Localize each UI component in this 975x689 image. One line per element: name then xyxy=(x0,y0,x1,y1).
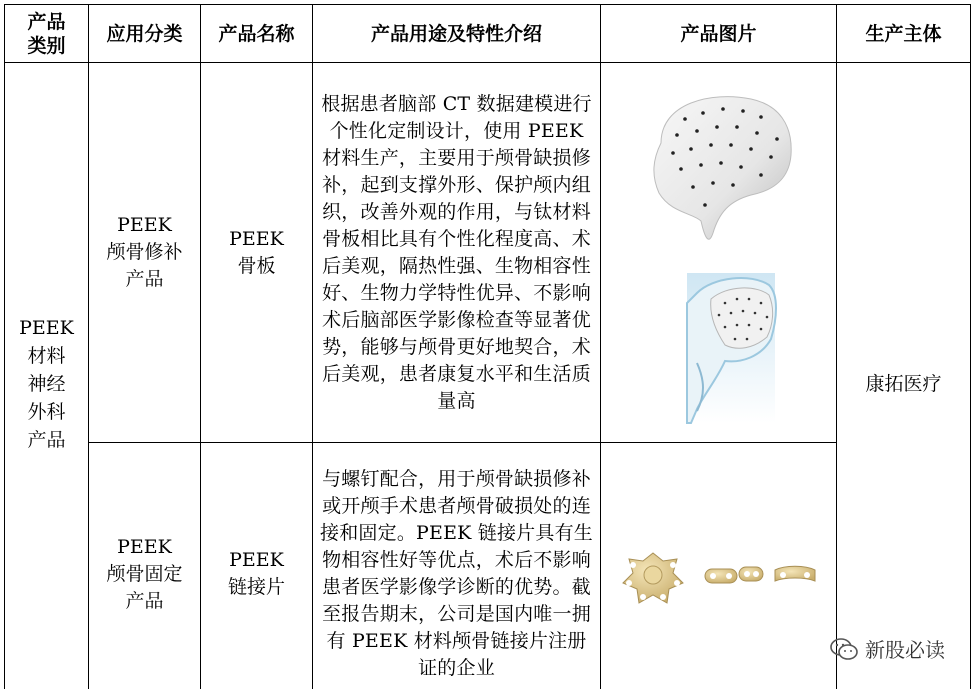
product-name-cell: PEEK 链接片 xyxy=(201,443,313,689)
header-producer: 生产主体 xyxy=(837,5,971,63)
link-plate-image xyxy=(601,443,837,689)
header-row xyxy=(5,5,971,63)
header-category: 产品 类别 xyxy=(5,5,89,63)
header-application: 应用分类 xyxy=(89,5,201,63)
category-cell: PEEK 材料 神经 外科 产品 xyxy=(5,63,89,689)
skull-plate-image xyxy=(601,63,837,434)
description-cell: 根据患者脑部 CT 数据建模进行个性化定制设计，使用 PEEK 材料生产，主要用于颅骨缺损修补，起到支撑外形、保护颅内组织，改善外观的作用，与钛材料骨板相比具有个性化程度高、术后美观，隔热性强、生物相容性好、生物力学特性优异、不影响术后脑部医学影像检查等显著优势，能够与颅骨更好地契合，术后美观，患者康复水平和生活质量高 xyxy=(313,63,601,443)
watermark-text: 新股必读 xyxy=(865,638,945,662)
producer-cell: 康拓医疗 xyxy=(837,63,971,689)
image-cell xyxy=(601,443,837,689)
image-cell xyxy=(601,63,837,443)
watermark xyxy=(829,634,945,663)
table-row xyxy=(5,63,971,443)
application-cell: PEEK 颅骨固定 产品 xyxy=(89,443,201,689)
table-row xyxy=(5,443,971,689)
header-image: 产品图片 xyxy=(601,5,837,63)
header-description: 产品用途及特性介绍 xyxy=(313,5,601,63)
wechat-icon xyxy=(829,637,859,661)
product-name-cell: PEEK 骨板 xyxy=(201,63,313,443)
description-cell: 与螺钉配合，用于颅骨缺损修补或开颅手术患者颅骨破损处的连接和固定。PEEK 链接片具有生物相容性好等优点，术后不影响患者医学影像学诊断的优势。截至报告期末，公司是国内唯一拥有 PEEK 材料颅骨链接片注册证的企业 xyxy=(313,443,601,689)
application-cell: PEEK 颅骨修补 产品 xyxy=(89,63,201,443)
header-name: 产品名称 xyxy=(201,5,313,63)
product-table xyxy=(4,4,971,689)
